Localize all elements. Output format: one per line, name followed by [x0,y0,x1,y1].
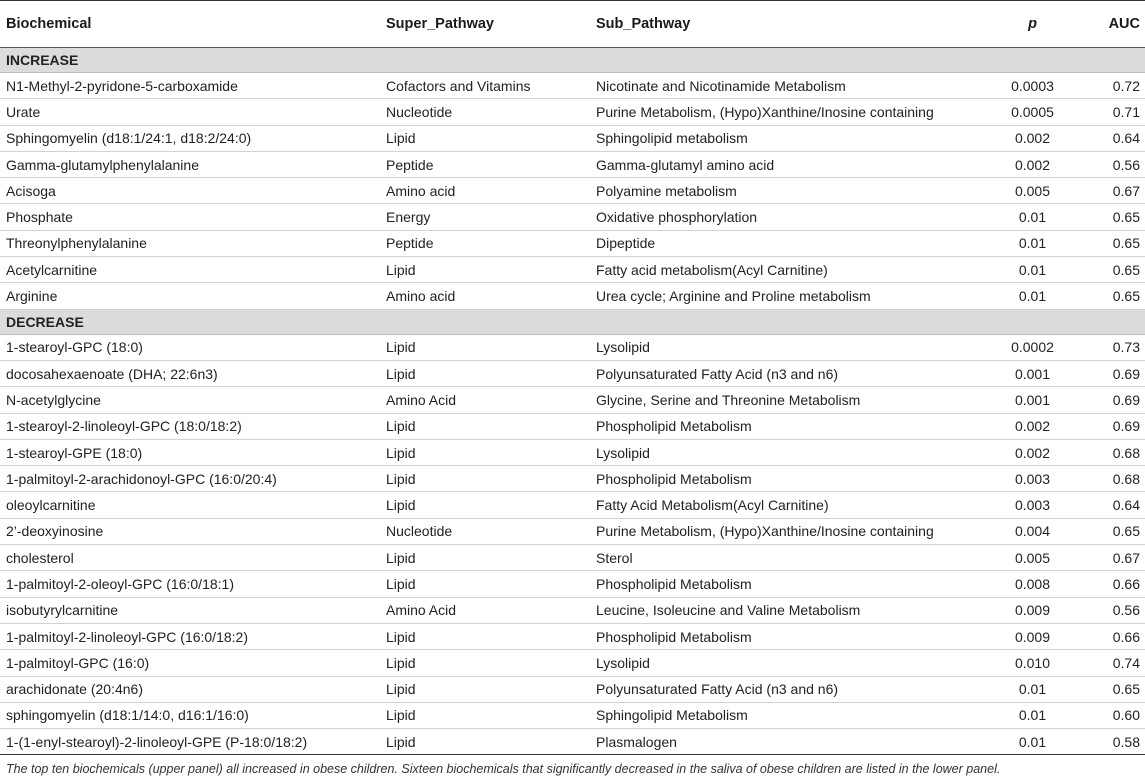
cell-biochemical: Gamma-glutamylphenylalanine [0,151,380,177]
header-auc: AUC [1075,1,1145,48]
cell-biochemical: isobutyrylcarnitine [0,597,380,623]
table-row [0,439,1145,465]
cell-p-value: 0.001 [990,387,1075,413]
cell-sub-pathway: Polyamine metabolism [590,178,990,204]
cell-auc: 0.64 [1075,125,1145,151]
header-p-value: p [990,1,1075,48]
cell-p-value: 0.002 [990,439,1075,465]
cell-sub-pathway: Leucine, Isoleucine and Valine Metabolism [590,597,990,623]
cell-biochemical: Acisoga [0,178,380,204]
cell-sub-pathway: Dipeptide [590,230,990,256]
cell-biochemical: 1-stearoyl-GPC (18:0) [0,334,380,360]
cell-sub-pathway: Glycine, Serine and Threonine Metabolism [590,387,990,413]
cell-biochemical: Acetylcarnitine [0,257,380,283]
cell-sub-pathway: Phospholipid Metabolism [590,623,990,649]
cell-auc: 0.72 [1075,73,1145,99]
cell-super-pathway: Lipid [380,257,590,283]
cell-sub-pathway: Fatty acid metabolism(Acyl Carnitine) [590,257,990,283]
cell-sub-pathway: Oxidative phosphorylation [590,204,990,230]
section-row-increase [0,48,1145,73]
cell-super-pathway: Lipid [380,676,590,702]
cell-p-value: 0.01 [990,257,1075,283]
cell-biochemical: 1-palmitoyl-GPC (16:0) [0,650,380,676]
table-row [0,204,1145,230]
cell-biochemical: 1-palmitoyl-2-arachidonoyl-GPC (16:0/20:4) [0,466,380,492]
table-row [0,73,1145,99]
header-biochemical: Biochemical [0,1,380,48]
table-row [0,413,1145,439]
cell-auc: 0.68 [1075,466,1145,492]
table-row [0,125,1145,151]
cell-auc: 0.67 [1075,178,1145,204]
cell-auc: 0.74 [1075,650,1145,676]
header-row [0,1,1145,48]
cell-super-pathway: Lipid [380,334,590,360]
cell-biochemical: Sphingomyelin (d18:1/24:1, d18:2/24:0) [0,125,380,151]
cell-biochemical: 1-(1-enyl-stearoyl)-2-linoleoyl-GPE (P-18:0/18:2) [0,729,380,755]
table-row [0,99,1145,125]
cell-p-value: 0.005 [990,545,1075,571]
cell-sub-pathway: Purine Metabolism, (Hypo)Xanthine/Inosine containing [590,99,990,125]
table-row [0,597,1145,623]
cell-p-value: 0.002 [990,151,1075,177]
cell-sub-pathway: Sphingolipid Metabolism [590,702,990,728]
cell-p-value: 0.003 [990,492,1075,518]
cell-p-value: 0.008 [990,571,1075,597]
cell-auc: 0.56 [1075,151,1145,177]
cell-auc: 0.65 [1075,257,1145,283]
cell-auc: 0.56 [1075,597,1145,623]
cell-p-value: 0.009 [990,597,1075,623]
cell-super-pathway: Lipid [380,571,590,597]
cell-p-value: 0.01 [990,283,1075,309]
table-row [0,676,1145,702]
cell-sub-pathway: Phospholipid Metabolism [590,571,990,597]
cell-p-value: 0.004 [990,518,1075,544]
cell-biochemical: docosahexaenoate (DHA; 22:6n3) [0,360,380,386]
cell-sub-pathway: Sphingolipid metabolism [590,125,990,151]
cell-biochemical: sphingomyelin (d18:1/14:0, d16:1/16:0) [0,702,380,728]
cell-auc: 0.73 [1075,334,1145,360]
cell-super-pathway: Lipid [380,413,590,439]
cell-sub-pathway: Plasmalogen [590,729,990,755]
cell-auc: 0.68 [1075,439,1145,465]
cell-sub-pathway: Polyunsaturated Fatty Acid (n3 and n6) [590,360,990,386]
cell-super-pathway: Lipid [380,545,590,571]
cell-super-pathway: Lipid [380,125,590,151]
cell-sub-pathway: Lysolipid [590,334,990,360]
cell-sub-pathway: Sterol [590,545,990,571]
cell-super-pathway: Amino Acid [380,597,590,623]
cell-super-pathway: Energy [380,204,590,230]
cell-p-value: 0.010 [990,650,1075,676]
cell-auc: 0.65 [1075,204,1145,230]
cell-p-value: 0.009 [990,623,1075,649]
cell-super-pathway: Nucleotide [380,518,590,544]
section-row-decrease [0,309,1145,334]
cell-super-pathway: Nucleotide [380,99,590,125]
cell-auc: 0.67 [1075,545,1145,571]
cell-biochemical: Urate [0,99,380,125]
cell-sub-pathway: Phospholipid Metabolism [590,413,990,439]
cell-biochemical: Phosphate [0,204,380,230]
cell-biochemical: cholesterol [0,545,380,571]
cell-auc: 0.64 [1075,492,1145,518]
cell-p-value: 0.0005 [990,99,1075,125]
table-row [0,466,1145,492]
cell-auc: 0.71 [1075,99,1145,125]
cell-sub-pathway: Fatty Acid Metabolism(Acyl Carnitine) [590,492,990,518]
cell-p-value: 0.002 [990,125,1075,151]
table-row [0,334,1145,360]
cell-auc: 0.66 [1075,623,1145,649]
cell-super-pathway: Amino acid [380,178,590,204]
cell-p-value: 0.003 [990,466,1075,492]
table-row [0,623,1145,649]
table-row [0,178,1145,204]
cell-auc: 0.69 [1075,413,1145,439]
cell-super-pathway: Lipid [380,492,590,518]
cell-biochemical: 1-palmitoyl-2-linoleoyl-GPC (16:0/18:2) [0,623,380,649]
cell-sub-pathway: Lysolipid [590,439,990,465]
cell-biochemical: arachidonate (20:4n6) [0,676,380,702]
cell-super-pathway: Lipid [380,466,590,492]
section-label: INCREASE [0,48,1145,73]
cell-auc: 0.65 [1075,518,1145,544]
table-row [0,545,1145,571]
table-header [0,1,1145,48]
cell-biochemical: 1-stearoyl-GPE (18:0) [0,439,380,465]
cell-biochemical: 2’-deoxyinosine [0,518,380,544]
cell-p-value: 0.001 [990,360,1075,386]
table-row [0,257,1145,283]
cell-super-pathway: Peptide [380,230,590,256]
table-row [0,387,1145,413]
cell-biochemical: Arginine [0,283,380,309]
table-row [0,283,1145,309]
table-body [0,48,1145,755]
section-label: DECREASE [0,309,1145,334]
cell-super-pathway: Lipid [380,360,590,386]
cell-p-value: 0.01 [990,230,1075,256]
cell-super-pathway: Cofactors and Vitamins [380,73,590,99]
cell-biochemical: N1-Methyl-2-pyridone-5-carboxamide [0,73,380,99]
table-row [0,360,1145,386]
cell-p-value: 0.01 [990,204,1075,230]
table-row [0,571,1145,597]
cell-p-value: 0.0003 [990,73,1075,99]
cell-auc: 0.69 [1075,360,1145,386]
cell-p-value: 0.005 [990,178,1075,204]
cell-super-pathway: Lipid [380,729,590,755]
cell-sub-pathway: Nicotinate and Nicotinamide Metabolism [590,73,990,99]
cell-sub-pathway: Urea cycle; Arginine and Proline metabolism [590,283,990,309]
table-row [0,650,1145,676]
cell-super-pathway: Lipid [380,439,590,465]
table-row [0,518,1145,544]
cell-sub-pathway: Polyunsaturated Fatty Acid (n3 and n6) [590,676,990,702]
cell-p-value: 0.01 [990,676,1075,702]
cell-biochemical: 1-stearoyl-2-linoleoyl-GPC (18:0/18:2) [0,413,380,439]
table-row [0,230,1145,256]
cell-super-pathway: Lipid [380,623,590,649]
cell-sub-pathway: Lysolipid [590,650,990,676]
cell-biochemical: N-acetylglycine [0,387,380,413]
cell-super-pathway: Amino Acid [380,387,590,413]
table-row [0,729,1145,755]
header-sub-pathway: Sub_Pathway [590,1,990,48]
cell-biochemical: oleoylcarnitine [0,492,380,518]
cell-super-pathway: Lipid [380,702,590,728]
cell-p-value: 0.0002 [990,334,1075,360]
cell-auc: 0.65 [1075,676,1145,702]
cell-auc: 0.66 [1075,571,1145,597]
cell-biochemical: Threonylphenylalanine [0,230,380,256]
cell-sub-pathway: Purine Metabolism, (Hypo)Xanthine/Inosine containing [590,518,990,544]
cell-auc: 0.69 [1075,387,1145,413]
cell-auc: 0.58 [1075,729,1145,755]
cell-sub-pathway: Gamma-glutamyl amino acid [590,151,990,177]
cell-p-value: 0.002 [990,413,1075,439]
cell-biochemical: 1-palmitoyl-2-oleoyl-GPC (16:0/18:1) [0,571,380,597]
cell-auc: 0.60 [1075,702,1145,728]
table-row [0,151,1145,177]
cell-auc: 0.65 [1075,283,1145,309]
cell-super-pathway: Amino acid [380,283,590,309]
table-row [0,492,1145,518]
cell-super-pathway: Peptide [380,151,590,177]
cell-p-value: 0.01 [990,729,1075,755]
cell-super-pathway: Lipid [380,650,590,676]
table-footnote: The top ten biochemicals (upper panel) all increased in obese children. Sixteen biochemicals that significantly decreased in the saliva of obese children are listed in the lower panel. [6,762,1001,776]
header-super-pathway: Super_Pathway [380,1,590,48]
cell-p-value: 0.01 [990,702,1075,728]
cell-auc: 0.65 [1075,230,1145,256]
table-row [0,702,1145,728]
cell-sub-pathway: Phospholipid Metabolism [590,466,990,492]
